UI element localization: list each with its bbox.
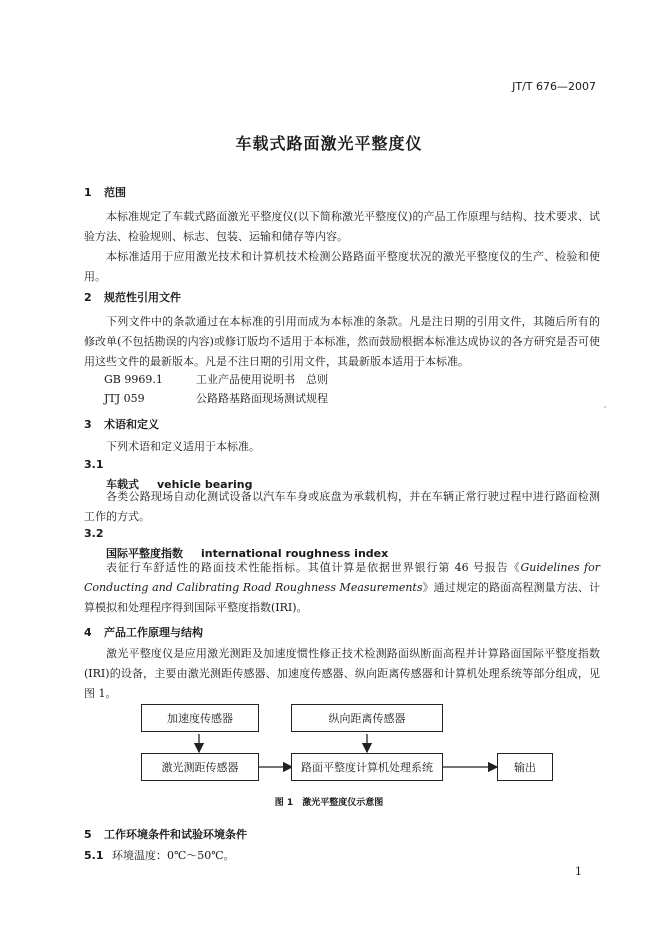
section-number: 2 — [84, 291, 92, 304]
section-1-paragraph-2: 本标准适用于应用激光技术和计算机技术检测公路路面平整度状况的激光平整度仪的生产、检验和使用。 — [84, 250, 600, 283]
reference-title: 工业产品使用说明书 总则 — [196, 373, 328, 386]
accelerometer-box: 加速度传感器 — [141, 704, 259, 732]
reference-code: JTJ 059 — [104, 392, 145, 405]
term-chinese: 车载式 — [106, 478, 139, 491]
term-number: 3.2 — [84, 527, 104, 540]
figure-caption: 图 1 激光平整度仪示意图 — [274, 798, 384, 808]
term-english: international roughness index — [201, 547, 389, 560]
definition-text: 》通过规定的路面高程测量方法、计算模拟和处理程序得到国际平整度指数(IRI)。 — [84, 581, 601, 614]
subsection-5-1 — [84, 847, 235, 863]
document-title: 车载式路面激光平整度仪 — [235, 134, 423, 153]
section-number: 5 — [84, 828, 92, 841]
section-3-paragraph-1: 下列术语和定义适用于本标准。 — [106, 440, 260, 453]
term-number: 3.1 — [84, 458, 104, 471]
section-number: 4 — [84, 626, 92, 639]
section-4-paragraph-1: 激光平整度仪是应用激光测距及加速度惯性修正技术检测路面纵断面高程并计算路面国际平整度指数(IRI)的设备，主要由激光测距传感器、加速度传感器、纵向距离传感器和计算机处理系统等部分组成，见图 1。 — [84, 647, 600, 700]
term-definition: 各类公路现场自动化测试设备以汽车车身或底盘为承载机构，并在车辆正常行驶过程中进行路面检测工作的方式。 — [84, 490, 600, 523]
longitudinal-distance-sensor-box: 纵向距离传感器 — [291, 704, 443, 732]
section-title: 范围 — [104, 186, 126, 199]
section-5-heading — [84, 826, 247, 842]
section-title: 规范性引用文件 — [104, 291, 181, 304]
section-1-paragraph-1: 本标准规定了车载式路面激光平整度仪(以下简称激光平整度仪)的产品工作原理与结构、技术要求、试验方法、检验规则、标志、包装、运输和储存等内容。 — [84, 210, 600, 243]
output-box: 输出 — [497, 753, 553, 781]
term-chinese: 国际平整度指数 — [106, 547, 183, 560]
section-title: 工作环境条件和试验环境条件 — [104, 828, 247, 841]
computer-processing-system-box: 路面平整度计算机处理系统 — [291, 753, 443, 781]
section-2-paragraph-1: 下列文件中的条款通过在本标准的引用而成为本标准的条款。凡是注日期的引用文件，其随后所有的修改单(不包括勘误的内容)或修订版均不适用于本标准，然而鼓励根据本标准达成协议的各方研究是否可使用这些文件的最新版本。凡是不注日期的引用文件，其最新版本适用于本标准。 — [84, 315, 600, 368]
section-title: 产品工作原理与结构 — [104, 626, 203, 639]
subsection-number: 5.1 — [84, 849, 104, 862]
definition-text: 表征行车舒适性的路面技术性能指标。其值计算是依据世界银行第 46 号报告《 — [106, 561, 521, 574]
section-number: 3 — [84, 418, 92, 431]
reference-code: GB 9969.1 — [104, 373, 163, 386]
standard-code: JT/T 676—2007 — [512, 80, 596, 93]
section-title: 术语和定义 — [104, 418, 159, 431]
laser-rangefinder-box: 激光测距传感器 — [141, 753, 259, 781]
page-number: 1 — [575, 865, 582, 878]
subsection-text: 环境温度：0℃～50℃。 — [112, 849, 235, 862]
margin-mark: ′ — [604, 406, 607, 417]
term-english: vehicle bearing — [157, 478, 253, 491]
report-title: Guidelines for Conducting and Calibrating Road Roughness Measurements — [84, 561, 600, 594]
section-number: 1 — [84, 186, 92, 199]
reference-title: 公路路基路面现场测试规程 — [196, 392, 328, 405]
